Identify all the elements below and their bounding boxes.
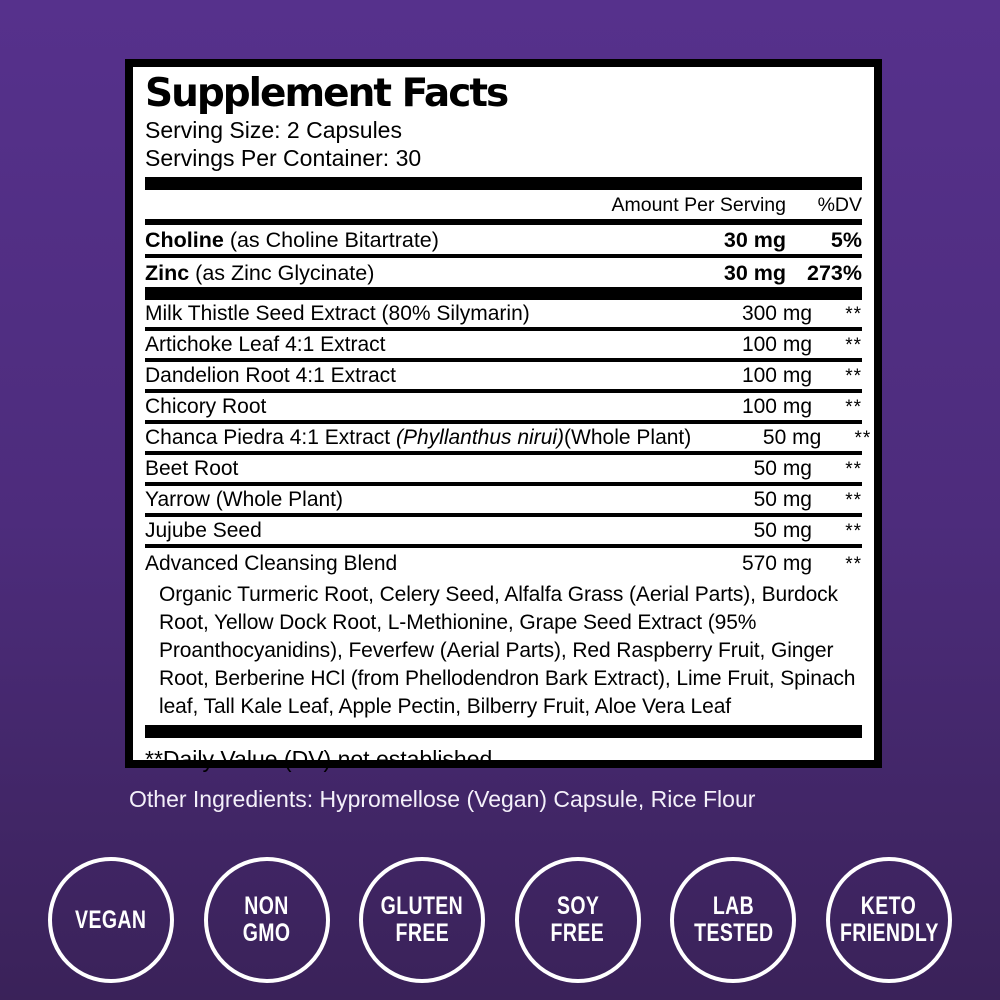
table-row <box>145 548 862 577</box>
badge-line: NON <box>244 892 289 920</box>
row-name: Advanced Cleansing Blend <box>145 552 398 575</box>
dv-header: %DV <box>817 194 862 216</box>
badge-line: KETO <box>861 892 917 920</box>
row-amount: 100 mg <box>741 333 812 356</box>
row-detail: (as Zinc Glycinate) <box>189 261 375 285</box>
row-name: Jujube Seed <box>145 519 262 542</box>
row-name: Choline <box>145 228 224 252</box>
table-row <box>145 424 872 455</box>
row-dv: ** <box>845 521 862 542</box>
table-row <box>145 225 862 258</box>
row-name-cell <box>145 519 682 542</box>
row-dv: ** <box>845 459 862 480</box>
row-amount: 50 mg <box>753 488 812 511</box>
row-dv: ** <box>845 554 862 575</box>
row-dv: ** <box>845 366 862 387</box>
divider-bar-thick <box>145 725 862 738</box>
row-name: Chicory Root <box>145 395 267 418</box>
row-name-cell <box>145 302 682 325</box>
row-name: Zinc <box>145 261 190 285</box>
badge-keto-friendly <box>826 857 952 983</box>
supplement-facts-panel <box>125 59 882 772</box>
herbal-rows <box>145 300 872 548</box>
nutrient-rows <box>145 225 862 287</box>
row-amount: 300 mg <box>741 302 812 325</box>
badge-line: LAB <box>712 892 754 920</box>
table-header <box>145 190 862 225</box>
row-name-cell <box>145 395 682 418</box>
badge-lab-tested <box>670 857 796 983</box>
row-dv: 5% <box>830 228 862 252</box>
divider-bar-thick <box>145 287 862 300</box>
row-name: Chanca Piedra 4:1 Extract <box>145 426 391 449</box>
badge-soy-free <box>515 857 641 983</box>
divider-bar-thick <box>145 177 862 190</box>
row-detail: (80% Silymarin) <box>375 302 530 325</box>
blend-row <box>145 548 862 577</box>
row-dv: ** <box>845 397 862 418</box>
row-name: Artichoke Leaf 4:1 Extract <box>145 333 386 356</box>
row-amount: 570 mg <box>741 552 812 575</box>
row-amount: 50 mg <box>753 457 812 480</box>
table-row <box>145 331 862 362</box>
row-detail-italic: (Phyllanthus nirui) <box>390 426 565 449</box>
badge-non-gmo <box>204 857 330 983</box>
amount-per-serving-header: Amount Per Serving <box>611 194 786 216</box>
row-name: Beet Root <box>145 457 239 480</box>
badge-row <box>48 857 952 983</box>
table-row <box>145 455 862 486</box>
row-dv: ** <box>845 304 862 325</box>
serving-size: Serving Size: 2 Capsules <box>145 117 402 143</box>
table-row <box>145 300 862 331</box>
row-detail-suffix: (Whole Plant) <box>564 426 692 449</box>
table-row <box>145 258 862 287</box>
row-amount: 50 mg <box>753 519 812 542</box>
table-row <box>145 486 862 517</box>
row-name-cell <box>145 364 682 387</box>
badge-gluten-free <box>359 857 485 983</box>
table-row <box>145 393 862 424</box>
row-amount: 30 mg <box>723 261 786 285</box>
row-amount: 30 mg <box>723 228 786 252</box>
row-dv: 273% <box>807 261 862 285</box>
row-name-cell <box>145 426 691 449</box>
blend-description: Organic Turmeric Root, Celery Seed, Alfalfa Grass (Aerial Parts), Burdock Root, Yellow Dock Root, L-Methionine, Grape Seed Extract (95% Proanthocyanidins), Feverfew (Aerial Parts), Red Raspberry Fruit, Ginger Root, Berberine HCl (from Phellodendron Bark Extract), Lime Fruit, Spinach leaf, Tall Kale Leaf, Apple Pectin, Bilberry Fruit, Aloe Vera Leaf <box>159 583 856 718</box>
row-name-cell <box>145 228 656 252</box>
row-name: Dandelion Root 4:1 Extract <box>145 364 396 387</box>
row-amount: 50 mg <box>762 426 822 449</box>
row-name: Yarrow (Whole Plant) <box>145 488 344 511</box>
row-dv: ** <box>845 490 862 511</box>
badge-line: FREE <box>550 919 605 947</box>
row-name: Milk Thistle Seed Extract <box>145 302 376 325</box>
badge-line: FRIENDLY <box>839 919 939 947</box>
row-dv: ** <box>845 335 862 356</box>
row-name-cell <box>145 488 682 511</box>
row-amount: 100 mg <box>741 395 812 418</box>
panel-title: Supplement Facts <box>145 71 508 116</box>
badge-line: GMO <box>242 919 291 947</box>
other-ingredients: Other Ingredients: Hypromellose (Vegan) Capsule, Rice Flour <box>129 786 756 812</box>
row-detail: (as Choline Bitartrate) <box>223 228 439 252</box>
badge-line: GLUTEN <box>380 892 464 920</box>
table-row <box>145 362 862 393</box>
row-name-cell <box>145 552 682 575</box>
row-amount: 100 mg <box>741 364 812 387</box>
table-row <box>145 517 862 548</box>
row-name-cell <box>145 261 656 285</box>
badge-line: TESTED <box>693 919 774 947</box>
servings-per-container: Servings Per Container: 30 <box>145 145 422 171</box>
badge-line: FREE <box>395 919 449 947</box>
badge-vegan <box>48 857 174 983</box>
row-name-cell <box>145 457 682 480</box>
badge-line: SOY <box>556 892 599 920</box>
row-name-cell <box>145 333 682 356</box>
daily-value-footnote: **Daily Value (DV) not established. <box>145 746 499 772</box>
row-dv: ** <box>854 428 872 449</box>
badge-line: VEGAN <box>75 905 147 934</box>
